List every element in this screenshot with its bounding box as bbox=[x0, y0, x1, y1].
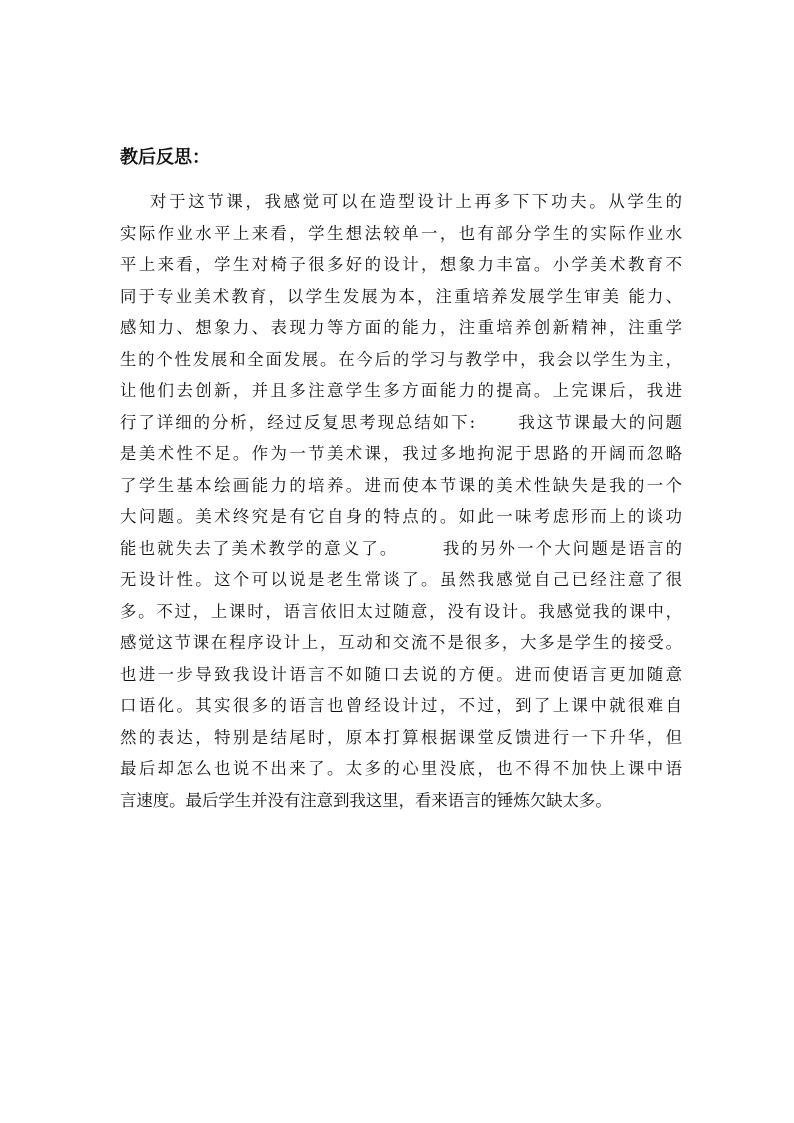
body-line: 对于这节课，我感觉可以在造型设计上再多下下功夫。从学生的 bbox=[150, 192, 682, 211]
body-line: 口语化。其实很多的语言也曾经设计过，不过，到了上课中就很难自 bbox=[120, 696, 682, 715]
body-line: 实际作业水平上来看，学生想法较单一，也有部分学生的实际作业水 bbox=[120, 223, 682, 243]
body-line: 生的个性发展和全面发展。在今后的学习与教学中，我会以学生为主， bbox=[120, 349, 682, 369]
body-line: 了学生基本绘画能力的培养。进而使本节课的美术性缺失是我的一个 bbox=[120, 475, 682, 495]
body-line: 行了详细的分析，经过反复思考现总结如下: 我这节课最大的问题 bbox=[120, 412, 682, 432]
body-line: 也进一步导致我设计语言不如随口去说的方便。进而使语言更加随意 bbox=[120, 664, 682, 684]
body-line: 感觉这节课在程序设计上，互动和交流不是很多，大多是学生的接受。 bbox=[120, 633, 682, 652]
body-line: 多。不过，上课时，语言依旧太过随意，没有设计。我感觉我的课中， bbox=[120, 601, 682, 621]
body-line: 感知力、想象力、表现力等方面的能力，注重培养创新精神，注重学 bbox=[120, 318, 682, 337]
body-line: 大问题。美术终究是有它自身的特点的。如此一味考虑形而上的谈功 bbox=[120, 507, 682, 526]
body-line: 是美术性不足。作为一节美术课，我过多地拘泥于思路的开阔而忽略 bbox=[120, 444, 682, 463]
body-line: 然的表达，特别是结尾时，原本打算根据课堂反馈进行一下升华，但 bbox=[120, 727, 682, 747]
body-line: 让他们去创新，并且多注意学生多方面能力的提高。上完课后，我进 bbox=[120, 381, 682, 400]
body-line: 言速度。最后学生并没有注意到我这里，看来语言的锤炼欠缺太多。 bbox=[120, 790, 612, 810]
body-line: 最后却怎么也说不出来了。太多的心里没底，也不得不加快上课中语 bbox=[120, 759, 682, 778]
body-line: 同于专业美术教育，以学生发展为本，注重培养发展学生审美 能力、 bbox=[120, 286, 682, 306]
body-line: 能也就失去了美术教学的意义了。 我的另外一个大问题是语言的 bbox=[120, 538, 682, 558]
body-line: 无设计性。这个可以说是老生常谈了。虽然我感觉自己已经注意了很 bbox=[120, 570, 682, 589]
reflection-body bbox=[120, 186, 682, 816]
body-line: 平上来看，学生对椅子很多好的设计，想象力丰富。小学美术教育不 bbox=[120, 255, 682, 274]
reflection-heading: 教后反思： bbox=[120, 147, 210, 168]
